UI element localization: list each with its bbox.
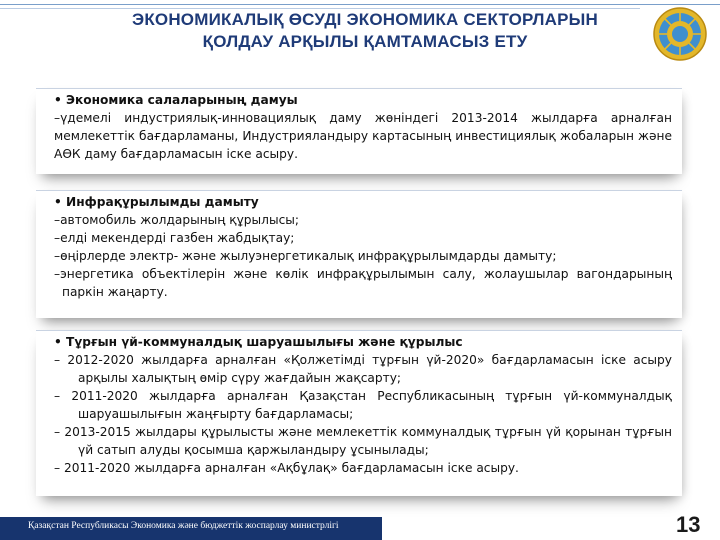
- page-title-line2: ҚОЛДАУ АРҚЫЛЫ ҚАМТАМАСЫЗ ЕТУ: [202, 32, 528, 51]
- state-emblem-icon: [652, 6, 708, 62]
- section-economy-heading: • Экономика салаларының дамуы: [54, 93, 298, 107]
- header-rule-top: [0, 4, 720, 5]
- section-infrastructure-heading: • Инфрақұрылымды дамыту: [54, 195, 259, 209]
- section-housing-item: – 2011-2020 жылдарға арналған Қазақстан Республикасының тұрғын үй-коммуналдық шаруашылығын жаңғырту бағдарламасы;: [54, 389, 672, 421]
- page-title-line1: ЭКОНОМИКАЛЫҚ ӨСУДІ ЭКОНОМИКА СЕКТОРЛАРЫН: [132, 10, 598, 29]
- section-housing-item: – 2011-2020 жылдарға арналған «Ақбұлақ» бағдарламасын іске асыру.: [54, 461, 519, 475]
- section-economy-panel: [36, 88, 682, 174]
- footer-ministry-name: Қазақстан Республикасы Экономика және бюджеттік жоспарлау министрлігі: [28, 521, 339, 531]
- section-housing-heading: • Тұрғын үй-коммуналдық шаруашылығы және құрылыс: [54, 335, 463, 349]
- section-infrastructure-item: –өңірлерде электр- және жылуэнергетикалық инфрақұрылымдарды дамыту;: [54, 249, 557, 263]
- section-infrastructure-item: –энергетика объектілерін және көлік инфрақұрылымын салу, жолаушылар вагондарының паркін жаңарту.: [54, 267, 672, 299]
- page-number: 13: [676, 512, 701, 537]
- section-infrastructure-item: –автомобиль жолдарының құрылысы;: [54, 213, 300, 227]
- section-housing-item: – 2012-2020 жылдарға арналған «Қолжетімді тұрғын үй-2020» бағдарламасын іске асыру арқылы халықтың өмір сүру жағдайын жақсарту;: [54, 353, 672, 385]
- section-housing-panel: [36, 330, 682, 496]
- section-housing-item: – 2013-2015 жылдары құрылысты және мемлекеттік коммуналдық тұрғын үй қорынан тұрғын үй сатып алуды қосымша қаржыландыру ұсынылады;: [54, 425, 672, 457]
- section-infrastructure-panel: [36, 190, 682, 318]
- section-infrastructure-item: –елді мекендерді газбен жабдықтау;: [54, 231, 295, 245]
- page-title: [100, 9, 630, 53]
- section-economy-item: –үдемелі индустриялық-инновациялық даму жөніндегі 2013-2014 жылдарға арналған мемлекеттік бағдарламаны, Индустрияландыру картасының инвестициялық жобаларын және АӨК даму бағдарламасын іске асыру.: [54, 111, 672, 161]
